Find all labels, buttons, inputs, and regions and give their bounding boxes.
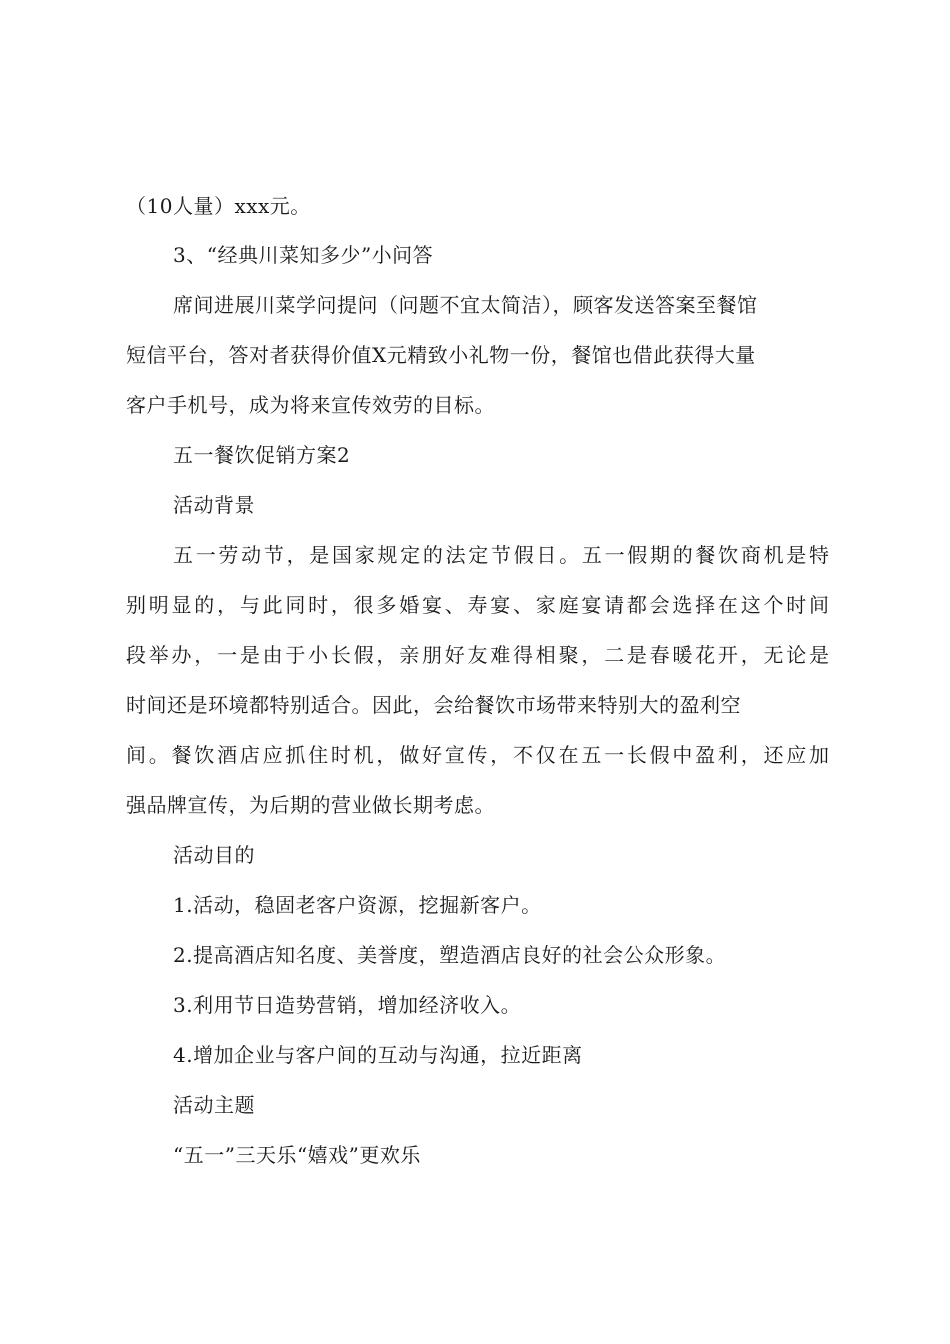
text-line: 时间还是环境都特别适合。因此，会给餐饮市场带来特别大的盈利空 [126, 693, 741, 717]
section-heading-quiz: 3、“经典川菜知多少”小问答 [173, 243, 434, 267]
text-line: 段举办，一是由于小长假，亲朋好友难得相聚，二是春暖花开，无论是 [126, 643, 832, 667]
text-line: 强品牌宣传，为后期的营业做长期考虑。 [126, 793, 495, 817]
list-item: 1.活动，稳固老客户资源，挖掘新客户。 [173, 893, 542, 917]
text-line: 别明显的，与此同时，很多婚宴、寿宴、家庭宴请都会选择在这个时间 [126, 593, 832, 617]
text-line: 席间进展川菜学问提问（问题不宜太简洁），顾客发送答案至餐馆 [173, 293, 758, 317]
text-line: （10人量）xxx元。 [126, 194, 311, 218]
text-line: 五一劳动节，是国家规定的法定节假日。五一假期的餐饮商机是特 [173, 543, 832, 567]
list-item: 2.提高酒店知名度、美誉度，塑造酒店良好的社会公众形象。 [173, 943, 727, 967]
heading-background: 活动背景 [173, 493, 255, 517]
plan-title: 五一餐饮促销方案2 [173, 443, 351, 467]
text-line: 间。餐饮酒店应抓住时机，做好宣传，不仅在五一长假中盈利，还应加 [126, 743, 832, 767]
list-item: 4.增加企业与客户间的互动与沟通，拉近距离 [173, 1043, 583, 1067]
list-item: 3.利用节日造势营销，增加经济收入。 [173, 993, 522, 1017]
text-line: 短信平台，答对者获得价值X元精致小礼物一份，餐馆也借此获得大量 [126, 343, 756, 367]
theme-slogan: “五一”三天乐“嬉戏”更欢乐 [173, 1143, 421, 1167]
text-line: 客户手机号，成为将来宣传效劳的目标。 [126, 393, 495, 417]
heading-purpose: 活动目的 [173, 843, 255, 867]
heading-theme: 活动主题 [173, 1093, 255, 1117]
